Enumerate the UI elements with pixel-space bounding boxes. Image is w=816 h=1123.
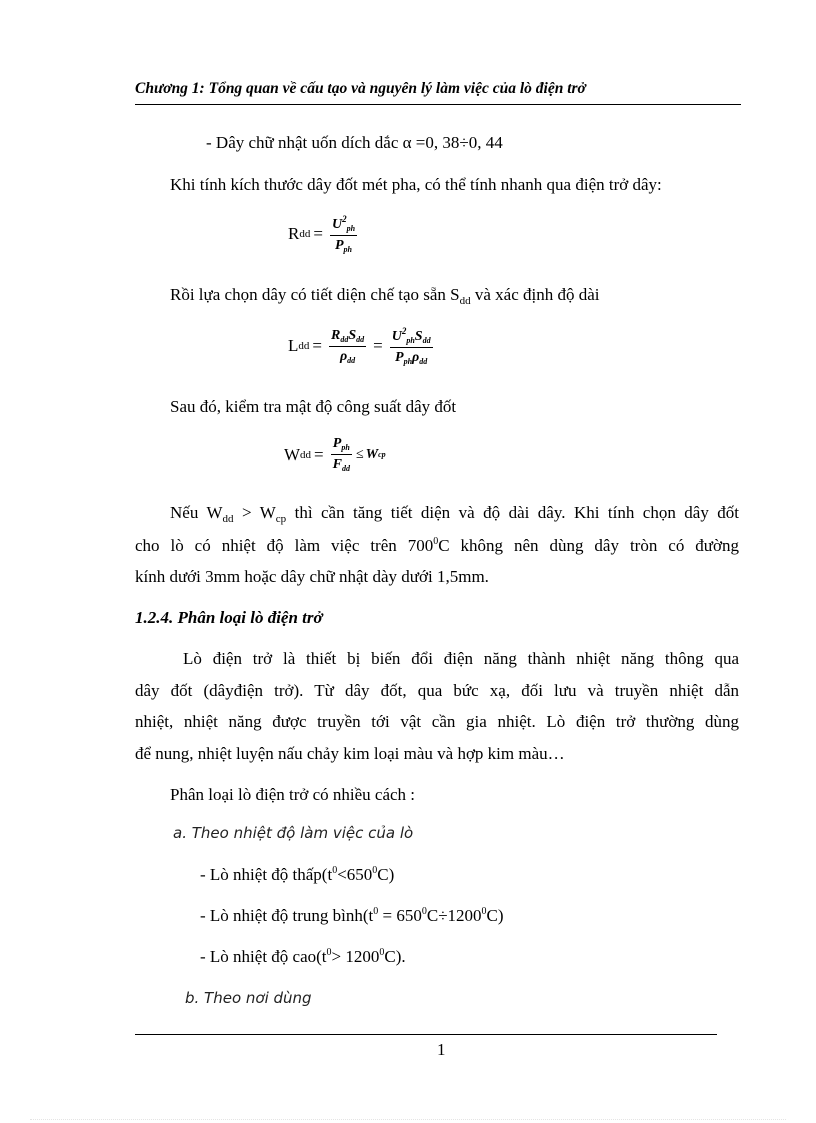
formula-resistance: R dd = $\frac{U^2_{ph}}{P_{ph}}$ — [288, 214, 356, 254]
section-heading: 1.2.4. Phân loại lò điện trở — [135, 608, 323, 627]
list-heading-b: b. Theo nơi dùng — [185, 989, 312, 1007]
page-number: 1 — [437, 1040, 446, 1059]
list-heading-a: a. Theo nhiệt độ làm việc của lò — [173, 824, 414, 842]
text-check-density: Sau đó, kiểm tra mật độ công suất dây đốt — [170, 397, 457, 416]
list-item: - Lò nhiệt độ trung $bình(t^0 = 650^0C\div 1200^0C)$ — [200, 906, 504, 925]
text-quick-calc: Khi tính kích thước dây đốt mét pha, có thể tính nhanh qua điện trở dây: — [170, 175, 662, 194]
header-divider — [135, 104, 741, 105]
paragraph-line: cho lò có nhiệt độ làm việc trên $700^0C$ không nên dùng dây tròn có đường — [135, 536, 739, 555]
fraction: $\frac{U^2_{ph}}{P_{ph}}$ — [331, 214, 356, 254]
paragraph-line: Lò điện trở là thiết bị biến đổi điện năng thành nhiệt năng thông qua — [183, 649, 739, 668]
paragraph-line: kính dưới 3mm hoặc dây chữ nhật dày dưới 1,5mm. — [135, 567, 489, 586]
paragraph-line: nhiệt, nhiệt năng được truyền tới vật cần gia nhiệt. Lò điện trở thường dùng — [135, 712, 739, 731]
text-choose-wire: Rồi lựa chọn dây có tiết diện chế tạo sẵn $S_{dd}$ và xác định độ dài — [170, 285, 600, 307]
bullet-zigzag-wire: - Dây chữ nhật uốn dích dắc α =0, 38÷0, 44 — [206, 133, 503, 152]
formula-power-density: W dd = $\frac{P_{ph}}{F_{dd}}$ ≤ W cp — [284, 436, 386, 473]
list-item: - Lò nhiệt độ $cao(t^0> 1200^0C)$. — [200, 947, 406, 966]
paragraph-line: Nếu $W_{dd} > W_{cp}$ thì cần tăng tiết diện và độ dài dây. Khi tính chọn dây đốt — [170, 503, 740, 525]
chapter-header: Chương 1: Tổng quan về cấu tạo và nguyên lý làm việc của lò điện trở — [135, 80, 586, 97]
fraction: $\frac{R_{dd}S_{dd}}{\rho_{dd}}$ — [330, 327, 365, 365]
paragraph-line: để nung, nhiệt luyện nấu chảy kim loại màu và hợp kim màu… — [135, 744, 565, 763]
list-item: - Lò nhiệt độ $thấp(t^0<650^0C)$ — [200, 865, 395, 884]
fraction: $\frac{P_{ph}}{F_{dd}}$ — [332, 436, 350, 473]
text-classification: Phân loại lò điện trở có nhiều cách : — [170, 785, 416, 804]
footer-divider — [135, 1034, 717, 1035]
paragraph-line: dây đốt (dâyđiện trở). Từ dây đốt, qua bức xạ, đối lưu và truyền nhiệt dẫn — [135, 681, 739, 700]
formula-length: L dd = $\frac{R_{dd}S_{dd}}{\rho_{dd}}$ = $\frac{U^2_{ph}S_{dd}}{P_{ph}\rho_{dd}}$ — [288, 326, 431, 366]
fraction: $\frac{U^2_{ph}S_{dd}}{P_{ph}\rho_{dd}}$ — [391, 326, 431, 366]
page-edge — [30, 1119, 786, 1120]
